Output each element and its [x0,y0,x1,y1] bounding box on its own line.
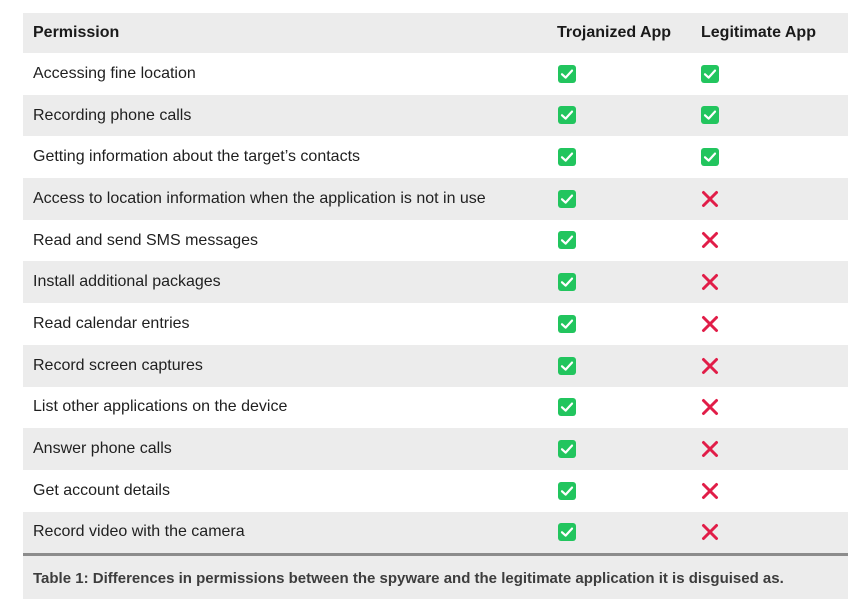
legitimate-app-cell [693,178,848,220]
trojanized-app-cell [543,345,693,387]
check-icon [558,190,576,208]
trojanized-app-cell [543,95,693,137]
table-row [23,345,848,387]
table-caption: Table 1: Differences in permissions between the spyware and the legitimate application it is disguised as. [23,553,848,599]
trojanized-app-cell [543,261,693,303]
trojanized-app-cell [543,178,693,220]
check-icon [558,106,576,124]
table-row [23,470,848,512]
legitimate-app-cell [693,95,848,137]
table-row [23,178,848,220]
trojanized-app-cell [543,512,693,554]
permissions-table [23,13,848,553]
table-row [23,512,848,554]
table-row [23,53,848,95]
cross-icon [701,357,719,375]
check-icon [558,273,576,291]
cross-icon [701,482,719,500]
permission-label: Accessing fine location [33,64,196,82]
cross-icon [701,398,719,416]
legitimate-app-cell [693,303,848,345]
check-icon [701,106,719,124]
cross-icon [701,273,719,291]
permission-label: Install additional packages [33,273,221,291]
legitimate-app-cell [693,53,848,95]
table-row [23,387,848,429]
table-row [23,428,848,470]
legitimate-app-cell [693,136,848,178]
check-icon [558,65,576,83]
table-row [23,136,848,178]
header-trojanized-app: Trojanized App [557,24,672,41]
check-icon [558,398,576,416]
permission-label: List other applications on the device [33,398,288,416]
check-icon [558,523,576,541]
trojanized-app-cell [543,53,693,95]
trojanized-app-cell [543,470,693,512]
permissions-table-container [23,13,848,553]
trojanized-app-cell [543,220,693,262]
legitimate-app-cell [693,387,848,429]
trojanized-app-cell [543,136,693,178]
cross-icon [701,523,719,541]
permission-label: Read and send SMS messages [33,231,259,249]
check-icon [558,440,576,458]
permission-label: Read calendar entries [33,314,190,332]
permission-label: Getting information about the target’s contacts [33,148,361,166]
trojanized-app-cell [543,428,693,470]
header-row [23,13,848,53]
legitimate-app-cell [693,470,848,512]
trojanized-app-cell [543,387,693,429]
cross-icon [701,231,719,249]
table-body [23,53,848,553]
check-icon [558,315,576,333]
check-icon [701,65,719,83]
table-row [23,303,848,345]
legitimate-app-cell [693,512,848,554]
permission-label: Access to location information when the application is not in use [33,189,486,207]
check-icon [701,148,719,166]
check-icon [558,482,576,500]
legitimate-app-cell [693,345,848,387]
table-row [23,261,848,303]
permission-label: Record video with the camera [33,523,245,541]
table-header [23,13,848,53]
legitimate-app-cell [693,261,848,303]
permission-label: Recording phone calls [33,106,192,124]
cross-icon [701,315,719,333]
header-legitimate-app: Legitimate App [701,24,816,41]
legitimate-app-cell [693,428,848,470]
legitimate-app-cell [693,220,848,262]
permission-label: Get account details [33,481,170,499]
cross-icon [701,190,719,208]
permission-label: Answer phone calls [33,440,172,458]
cross-icon [701,440,719,458]
check-icon [558,231,576,249]
check-icon [558,357,576,375]
table-row [23,220,848,262]
permission-label: Record screen captures [33,356,203,374]
table-row [23,95,848,137]
trojanized-app-cell [543,303,693,345]
header-permission: Permission [33,24,120,41]
check-icon [558,148,576,166]
